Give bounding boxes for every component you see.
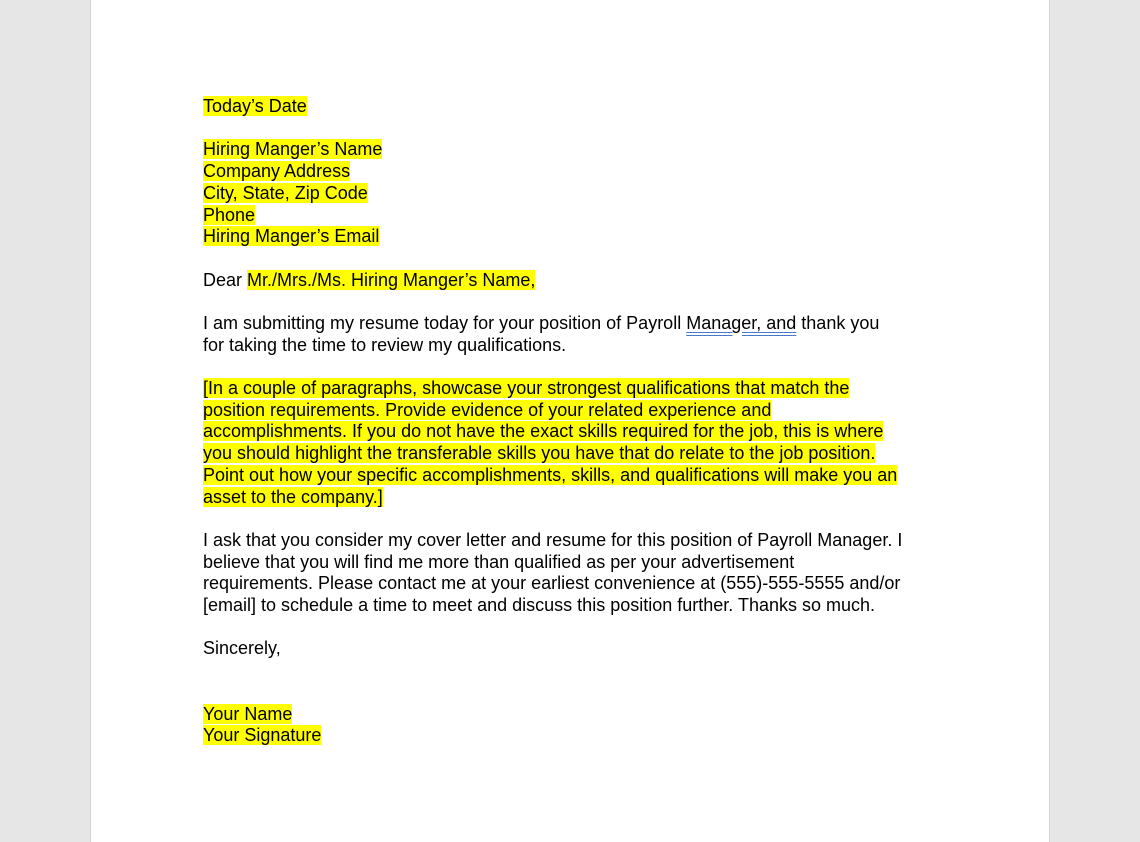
recipient-email: Hiring Manger’s Email xyxy=(203,226,380,247)
your-signature: Your Signature xyxy=(203,725,322,746)
recipient-address: Company Address xyxy=(203,161,351,182)
closing-paragraph xyxy=(203,530,943,617)
closing-line: I ask that you consider my cover letter and resume for this position of Payroll Manager. I xyxy=(203,529,903,550)
intro-text-a: I am submitting my resume today for your position of Payroll xyxy=(203,312,687,333)
date-block xyxy=(203,96,943,118)
placeholder-line: you should highlight the transferable skills you have that do relate to the job position. xyxy=(203,443,876,464)
recipient-block xyxy=(203,139,943,248)
placeholder-line: asset to the company.] xyxy=(203,486,383,507)
placeholder-line: Point out how your specific accomplishments, skills, and qualifications will make you an xyxy=(203,464,898,485)
date-placeholder: Today’s Date xyxy=(203,96,307,116)
sign-off-block xyxy=(203,638,943,747)
recipient-city-state-zip: City, State, Zip Code xyxy=(203,182,368,203)
signature-gap xyxy=(203,660,943,703)
letter-body xyxy=(203,96,943,747)
salutation-name: Mr./Mrs./Ms. Hiring Manger’s Name, xyxy=(247,269,536,290)
placeholder-paragraph xyxy=(203,378,943,508)
salutation-prefix: Dear xyxy=(203,269,248,290)
sign-off: Sincerely, xyxy=(203,638,281,659)
placeholder-line: position requirements. Provide evidence of your related experience and xyxy=(203,399,772,420)
intro-paragraph xyxy=(203,313,943,356)
recipient-phone: Phone xyxy=(203,204,256,225)
intro-line-2: for taking the time to review my qualifications. xyxy=(203,334,567,355)
your-name: Your Name xyxy=(203,703,293,724)
placeholder-line: [In a couple of paragraphs, showcase your strongest qualifications that match the xyxy=(203,378,850,399)
document-page xyxy=(90,0,1050,842)
closing-line: requirements. Please contact me at your earliest convenience at (555)-555-5555 and/or xyxy=(203,573,901,594)
recipient-name: Hiring Manger’s Name xyxy=(203,139,383,160)
closing-line: [email] to schedule a time to meet and discuss this position further. Thanks so much. xyxy=(203,595,876,616)
placeholder-line: accomplishments. If you do not have the exact skills required for the job, this is where xyxy=(203,421,884,442)
salutation xyxy=(203,270,943,292)
grammar-flag[interactable]: Manager, and xyxy=(686,312,797,333)
intro-text-c: thank you xyxy=(796,312,880,333)
closing-line: believe that you will find me more than qualified as per your advertisement xyxy=(203,551,795,572)
